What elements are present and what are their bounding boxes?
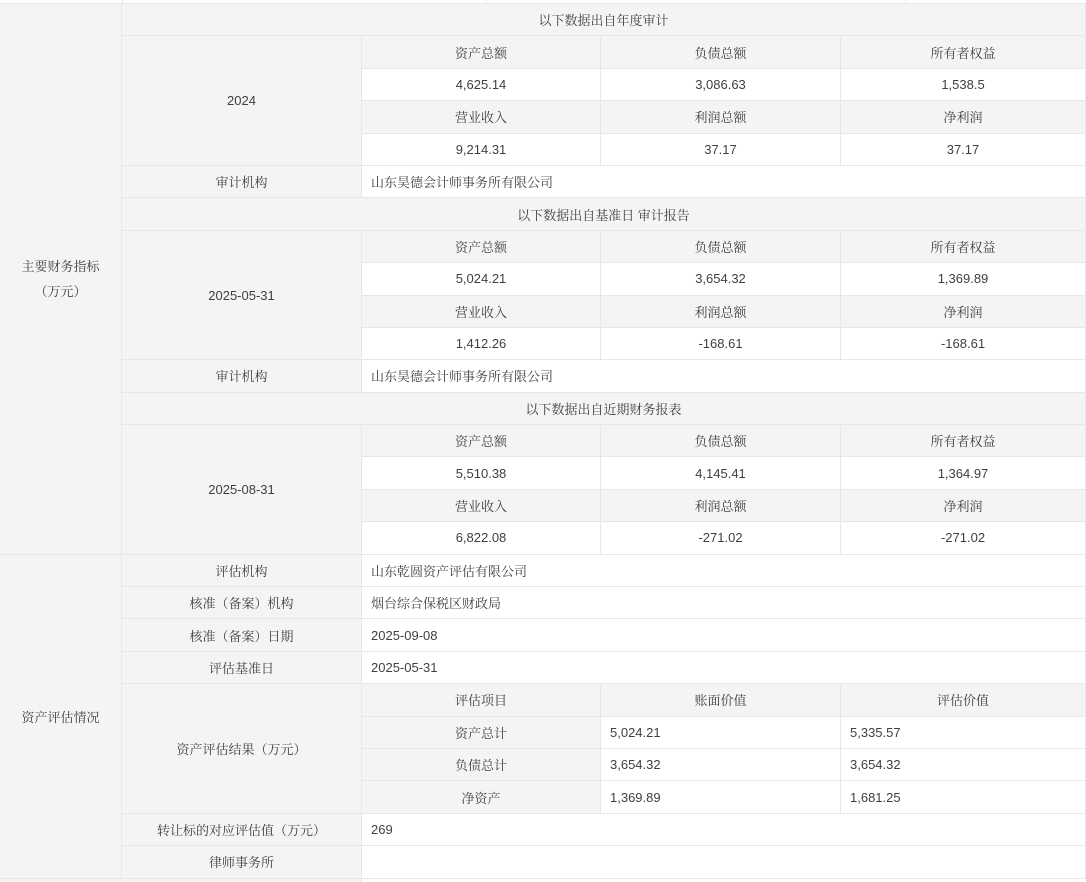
eval-org-value: 山东乾圆资产评估有限公司 (362, 555, 1086, 587)
value-total-liabilities: 3,086.63 (601, 69, 841, 101)
value-net-profit: -271.02 (841, 522, 1086, 554)
value-operating-revenue: 9,214.31 (362, 134, 601, 166)
section-label-asset-valuation: 资产评估情况 (0, 555, 122, 879)
header-operating-revenue: 营业收入 (362, 101, 601, 133)
header-total-assets: 资产总额 (362, 231, 601, 263)
header-total-liabilities: 负债总额 (601, 231, 841, 263)
subtable-header-assessed-value: 评估价值 (841, 684, 1086, 716)
eval-org-label: 评估机构 (122, 555, 362, 587)
value-owners-equity: 1,364.97 (841, 457, 1086, 489)
value-total-profit: -271.02 (601, 522, 841, 554)
transfer-value-label: 转让标的对应评估值（万元） (122, 814, 362, 846)
subtable-assessed-net-assets: 1,681.25 (841, 781, 1086, 813)
value-operating-revenue: 6,822.08 (362, 522, 601, 554)
header-net-profit: 净利润 (841, 490, 1086, 522)
header-net-profit: 净利润 (841, 101, 1086, 133)
value-total-assets: 5,510.38 (362, 457, 601, 489)
header-total-assets: 资产总额 (362, 36, 601, 68)
value-total-assets: 4,625.14 (362, 69, 601, 101)
header-total-profit: 利润总额 (601, 296, 841, 328)
subtable-header-item: 评估项目 (362, 684, 601, 716)
approval-date-value: 2025-09-08 (362, 619, 1086, 651)
subtable-book-total-liabilities: 3,654.32 (601, 749, 841, 781)
header-operating-revenue: 营业收入 (362, 296, 601, 328)
approval-org-label: 核准（备案）机构 (122, 587, 362, 619)
header-total-profit: 利润总额 (601, 490, 841, 522)
subtable-item-total-liabilities: 负债总计 (362, 749, 601, 781)
bottom-partial-row-right (362, 879, 1086, 882)
value-owners-equity: 1,369.89 (841, 263, 1086, 295)
header-operating-revenue: 营业收入 (362, 490, 601, 522)
value-operating-revenue: 1,412.26 (362, 328, 601, 360)
top-partial-row-divider (905, 0, 906, 3)
value-total-profit: -168.61 (601, 328, 841, 360)
header-net-profit: 净利润 (841, 296, 1086, 328)
top-partial-row-divider (122, 0, 123, 3)
header-total-liabilities: 负债总额 (601, 36, 841, 68)
value-net-profit: -168.61 (841, 328, 1086, 360)
period-2024: 2024 (122, 36, 362, 166)
subtable-header-book-value: 账面价值 (601, 684, 841, 716)
subtable-assessed-total-assets: 5,335.57 (841, 717, 1086, 749)
section-label-financial-indicators-text (21, 254, 99, 304)
period-2025-08-31: 2025-08-31 (122, 425, 362, 555)
subtable-book-total-assets: 5,024.21 (601, 717, 841, 749)
period-2025-05-31: 2025-05-31 (122, 231, 362, 361)
approval-org-value: 烟台综合保税区财政局 (362, 587, 1086, 619)
header-total-liabilities: 负债总额 (601, 425, 841, 457)
audit-org-value: 山东昊德会计师事务所有限公司 (362, 360, 1086, 392)
audit-org-label: 审计机构 (122, 360, 362, 392)
transfer-value: 269 (362, 814, 1086, 846)
header-total-profit: 利润总额 (601, 101, 841, 133)
value-total-liabilities: 4,145.41 (601, 457, 841, 489)
band-basedate-audit: 以下数据出自基准日 审计报告 (122, 198, 1086, 230)
eval-basedate-value: 2025-05-31 (362, 652, 1086, 684)
subtable-item-net-assets: 净资产 (362, 781, 601, 813)
value-owners-equity: 1,538.5 (841, 69, 1086, 101)
header-total-assets: 资产总额 (362, 425, 601, 457)
law-firm-label: 律师事务所 (122, 846, 362, 878)
eval-basedate-label: 评估基准日 (122, 652, 362, 684)
subtable-assessed-total-liabilities: 3,654.32 (841, 749, 1086, 781)
law-firm-value (362, 846, 1086, 878)
value-total-assets: 5,024.21 (362, 263, 601, 295)
value-total-profit: 37.17 (601, 134, 841, 166)
audit-org-label: 审计机构 (122, 166, 362, 198)
value-net-profit: 37.17 (841, 134, 1086, 166)
section-label-line1: 主要财务指标 (21, 258, 100, 274)
section-label-financial-indicators (0, 4, 122, 555)
bottom-partial-row-left (0, 879, 362, 882)
approval-date-label: 核准（备案）日期 (122, 619, 362, 651)
header-owners-equity: 所有者权益 (841, 231, 1086, 263)
header-owners-equity: 所有者权益 (841, 425, 1086, 457)
section-label-line2: （万元） (34, 283, 87, 299)
band-recent-statements: 以下数据出自近期财务报表 (122, 393, 1086, 425)
audit-org-value: 山东昊德会计师事务所有限公司 (362, 166, 1086, 198)
value-total-liabilities: 3,654.32 (601, 263, 841, 295)
subtable-book-net-assets: 1,369.89 (601, 781, 841, 813)
eval-result-label: 资产评估结果（万元） (122, 684, 362, 814)
subtable-item-total-assets: 资产总计 (362, 717, 601, 749)
top-partial-row (0, 0, 1086, 4)
band-annual-audit: 以下数据出自年度审计 (122, 4, 1086, 36)
top-partial-row-divider (486, 0, 487, 3)
header-owners-equity: 所有者权益 (841, 36, 1086, 68)
